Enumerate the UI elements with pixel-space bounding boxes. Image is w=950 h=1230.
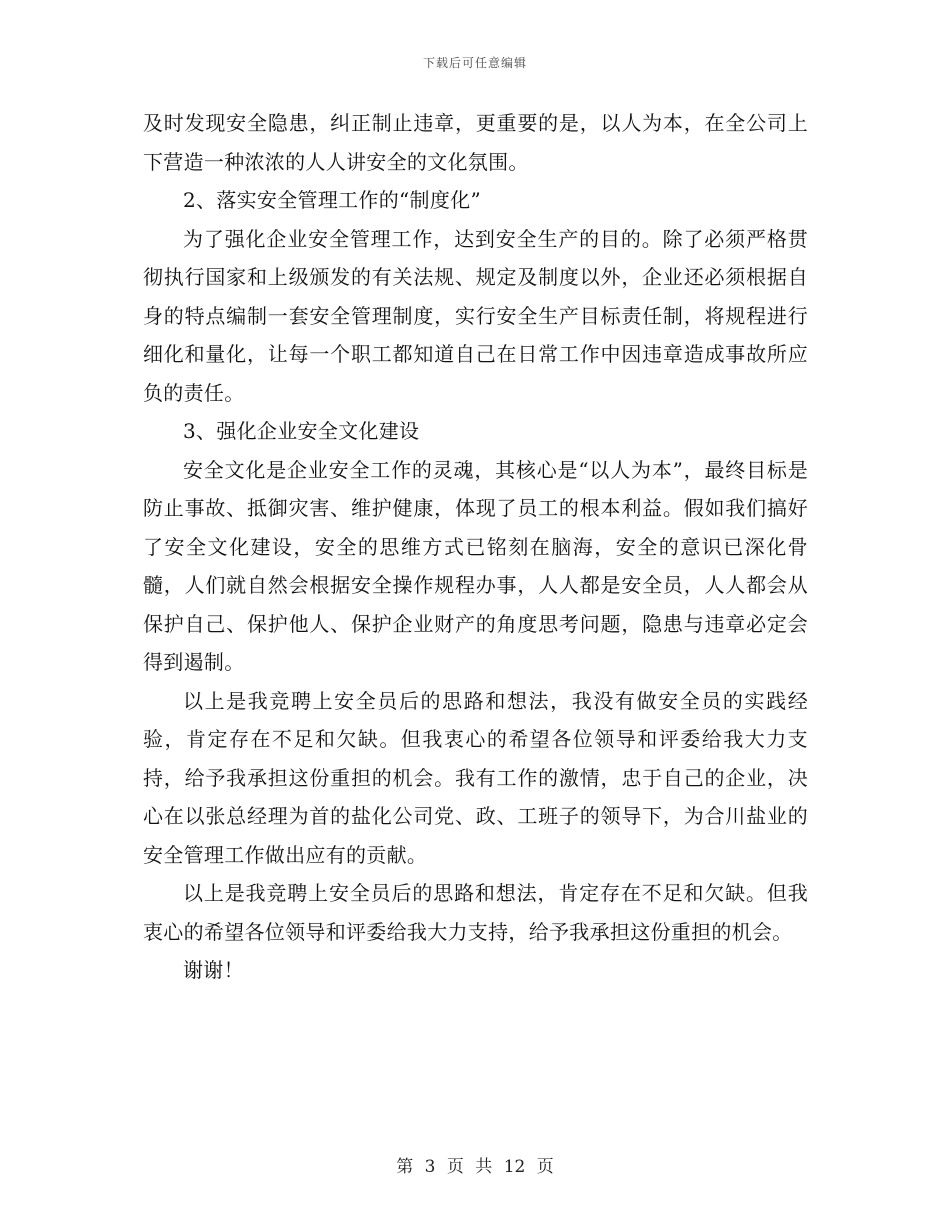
paragraph-continuation: 及时发现安全隐患，纠正制止违章，更重要的是，以人为本，在全公司上下营造一种浓浓的人人讲安全的文化氛围。 (143, 111, 808, 174)
paragraph-thanks: 谢谢！ (183, 958, 244, 982)
paragraph-conclusion-2: 以上是我竞聘上安全员后的思路和想法，肯定存在不足和欠缺。但我衷心的希望各位领导和评委给我大力支持，给予我承担这份重担的机会。 (143, 881, 808, 944)
paragraph-safety-culture: 安全文化是企业安全工作的灵魂，其核心是“以人为本”，最终目标是防止事故、抵御灾害、维护健康，体现了员工的根本利益。假如我们搞好了安全文化建设，安全的思维方式已铭刻在脑海，安全的意识已深化骨髓，人们就自然会根据安全操作规程办事，人人都是安全员，人人都会从保护自己、保护他人、保护企业财产的角度思考问题，隐患与违章必定会得到遏制。 (143, 457, 808, 674)
section-heading-2: 2、落实安全管理工作的“制度化” (183, 188, 481, 212)
section-heading-3: 3、强化企业安全文化建设 (183, 419, 420, 443)
page-number-footer: 第 3 页 共 12 页 (396, 1157, 554, 1177)
paragraph-institutionalization: 为了强化企业安全管理工作，达到安全生产的目的。除了必须严格贯彻执行国家和上级颁发的有关法规、规定及制度以外，企业还必须根据自身的特点编制一套安全管理制度，实行安全生产目标责任制，将规程进行细化和量化，让每一个职工都知道自己在日常工作中因违章造成事故所应负的责任。 (143, 226, 808, 405)
paragraph-conclusion-1: 以上是我竞聘上安全员后的思路和想法，我没有做安全员的实践经验，肯定存在不足和欠缺。但我衷心的希望各位领导和评委给我大力支持，给予我承担这份重担的机会。我有工作的激情，忠于自己的企业，决心在以张总经理为首的盐化公司党、政、工班子的领导下，为合川盐业的安全管理工作做出应有的贡献。 (143, 688, 808, 867)
page-header: 下载后可任意编辑 (422, 56, 527, 70)
document-body (143, 104, 808, 990)
